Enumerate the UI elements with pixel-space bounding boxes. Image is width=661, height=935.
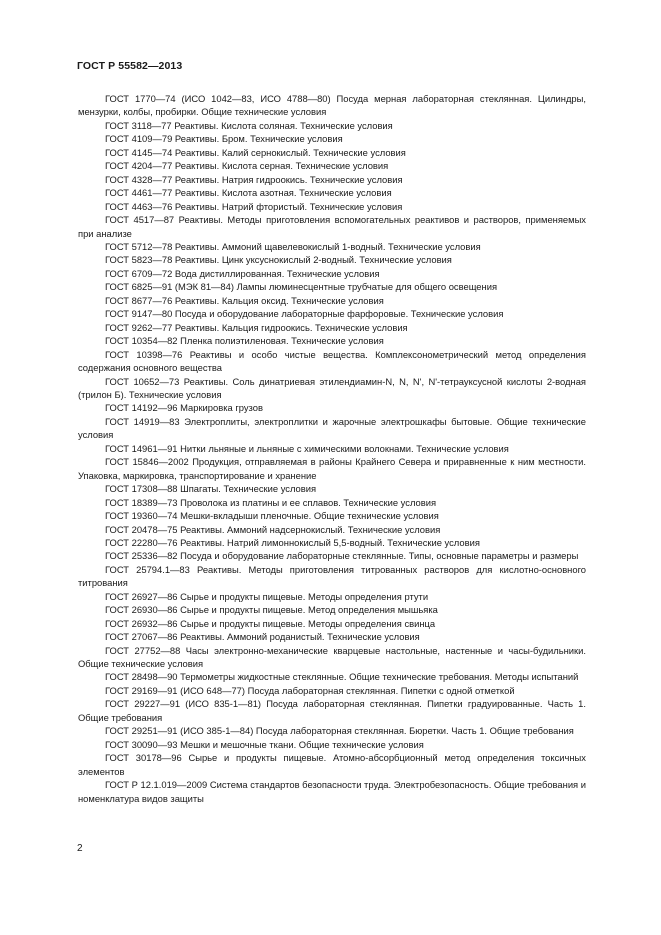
- reference-entry: ГОСТ 20478—75 Реактивы. Аммоний надсернокислый. Технические условия: [105, 523, 441, 535]
- reference-entry: ГОСТ 14961—91 Нитки льняные и льняные с химическими волокнами. Технические условия: [105, 442, 509, 454]
- reference-entry: ГОСТ 4328—77 Реактивы. Натрия гидроокись. Технические условия: [105, 173, 403, 185]
- reference-entry: ГОСТ 30178—96 Сырье и продукты пищевые. Атомно-абсорбционный метод определения токсичных элементов: [78, 752, 586, 777]
- reference-entry: ГОСТ 27752—88 Часы электронно-механические кварцевые настольные, настенные и часы-будильники. Общие технические условия: [78, 644, 586, 670]
- reference-entry: ГОСТ 4109—79 Реактивы. Бром. Технические условия: [105, 133, 343, 145]
- reference-entry: ГОСТ 4463—76 Реактивы. Натрий фтористый. Технические условия: [105, 200, 403, 212]
- reference-entry: ГОСТ 19360—74 Мешки-вкладыши пленочные. Общие технические условия: [105, 510, 439, 522]
- reference-entry: ГОСТ 29227—91 (ИСО 835-1—81) Посуда лабораторная стеклянная. Пипетки градуированные. Часть 1. Общие требования: [78, 698, 586, 723]
- reference-entry: ГОСТ 4461—77 Реактивы. Кислота азотная. Технические условия: [105, 187, 392, 199]
- standards-reference-list: [78, 92, 586, 805]
- reference-entry: ГОСТ 10398—76 Реактивы и особо чистые вещества. Комплексонометрический метод определения содержания основного вещества: [78, 348, 586, 374]
- reference-entry: ГОСТ 15846—2002 Продукция, отправляемая в районы Крайнего Севера и приравненные к ним местности. Упаковка, маркировка, транспортирование и хранение: [78, 456, 586, 481]
- reference-entry: ГОСТ 25336—82 Посуда и оборудование лабораторные стеклянные. Типы, основные параметры и размеры: [105, 550, 579, 562]
- reference-entry: ГОСТ 9262—77 Реактивы. Кальция гидроокись. Технические условия: [105, 321, 408, 333]
- reference-entry: ГОСТ 29251—91 (ИСО 385-1—84) Посуда лабораторная стеклянная. Бюретки. Часть 1. Общие требования: [105, 725, 574, 737]
- reference-entry: ГОСТ 3118—77 Реактивы. Кислота соляная. Технические условия: [105, 119, 393, 131]
- reference-entry: ГОСТ 4517—87 Реактивы. Методы приготовления вспомогательных реактивов и растворов, применяемых при анализе: [78, 214, 586, 239]
- reference-entry: ГОСТ 28498—90 Термометры жидкостные стеклянные. Общие технические требования. Методы испытаний: [105, 671, 579, 683]
- reference-entry: ГОСТ 14919—83 Электроплиты, электроплитки и жарочные электрошкафы бытовые. Общие технические условия: [78, 415, 586, 441]
- reference-entry: ГОСТ 30090—93 Мешки и мешочные ткани. Общие технические условия: [105, 738, 424, 750]
- reference-entry: ГОСТ 22280—76 Реактивы. Натрий лимоннокислый 5,5-водный. Технические условия: [105, 536, 480, 548]
- reference-entry: ГОСТ 5823—78 Реактивы. Цинк уксуснокислый 2-водный. Технические условия: [105, 254, 452, 266]
- reference-entry: ГОСТ 6825—91 (МЭК 81—84) Лампы люминесцентные трубчатые для общего освещения: [105, 281, 498, 293]
- reference-entry: ГОСТ 17308—88 Шпагаты. Технические условия: [105, 483, 317, 495]
- page-number: 2: [77, 843, 83, 854]
- document-header: ГОСТ Р 55582—2013: [77, 60, 183, 72]
- reference-entry: ГОСТ 29169—91 (ИСО 648—77) Посуда лабораторная стеклянная. Пипетки с одной отметкой: [105, 684, 515, 696]
- reference-entry: ГОСТ 9147—80 Посуда и оборудование лабораторные фарфоровые. Технические условия: [105, 308, 504, 320]
- reference-entry: ГОСТ 26927—86 Сырье и продукты пищевые. Методы определения ртути: [105, 590, 429, 602]
- reference-entry: ГОСТ 1770—74 (ИСО 1042—83, ИСО 4788—80) Посуда мерная лабораторная стеклянная. Цилиндры, мензурки, колбы, пробирки. Общие технические условия: [78, 93, 586, 118]
- reference-entry: ГОСТ 5712—78 Реактивы. Аммоний щавелевокислый 1-водный. Технические условия: [105, 240, 481, 252]
- reference-entry: ГОСТ 26932—86 Сырье и продукты пищевые. Методы определения свинца: [105, 617, 436, 629]
- reference-entry: ГОСТ 10652—73 Реактивы. Соль динатриевая этилендиамин-N, N, N', N'-тетрауксусной кислоты 2-водная (трилон Б). Технические условия: [78, 375, 586, 400]
- reference-entry: ГОСТ 4145—74 Реактивы. Калий сернокислый. Технические условия: [105, 146, 406, 158]
- reference-entry: ГОСТ 25794.1—83 Реактивы. Методы приготовления титрованных растворов для кислотно-основного титрования: [78, 563, 586, 589]
- reference-entry: ГОСТ 4204—77 Реактивы. Кислота серная. Технические условия: [105, 160, 389, 172]
- reference-entry: ГОСТ 8677—76 Реактивы. Кальция оксид. Технические условия: [105, 294, 384, 306]
- reference-entry: ГОСТ 27067—86 Реактивы. Аммоний роданистый. Технические условия: [105, 631, 420, 643]
- reference-entry: ГОСТ 6709—72 Вода дистиллированная. Технические условия: [105, 267, 380, 279]
- reference-entry: ГОСТ 10354—82 Пленка полиэтиленовая. Технические условия: [105, 335, 384, 347]
- reference-entry: ГОСТ 14192—96 Маркировка грузов: [105, 402, 263, 414]
- reference-entry: ГОСТ 18389—73 Проволока из платины и ее сплавов. Технические условия: [105, 496, 437, 508]
- reference-entry: ГОСТ 26930—86 Сырье и продукты пищевые. Метод определения мышьяка: [105, 604, 438, 616]
- reference-entry: ГОСТ Р 12.1.019—2009 Система стандартов безопасности труда. Электробезопасность. Общие требования и номенклатура видов защиты: [78, 779, 586, 804]
